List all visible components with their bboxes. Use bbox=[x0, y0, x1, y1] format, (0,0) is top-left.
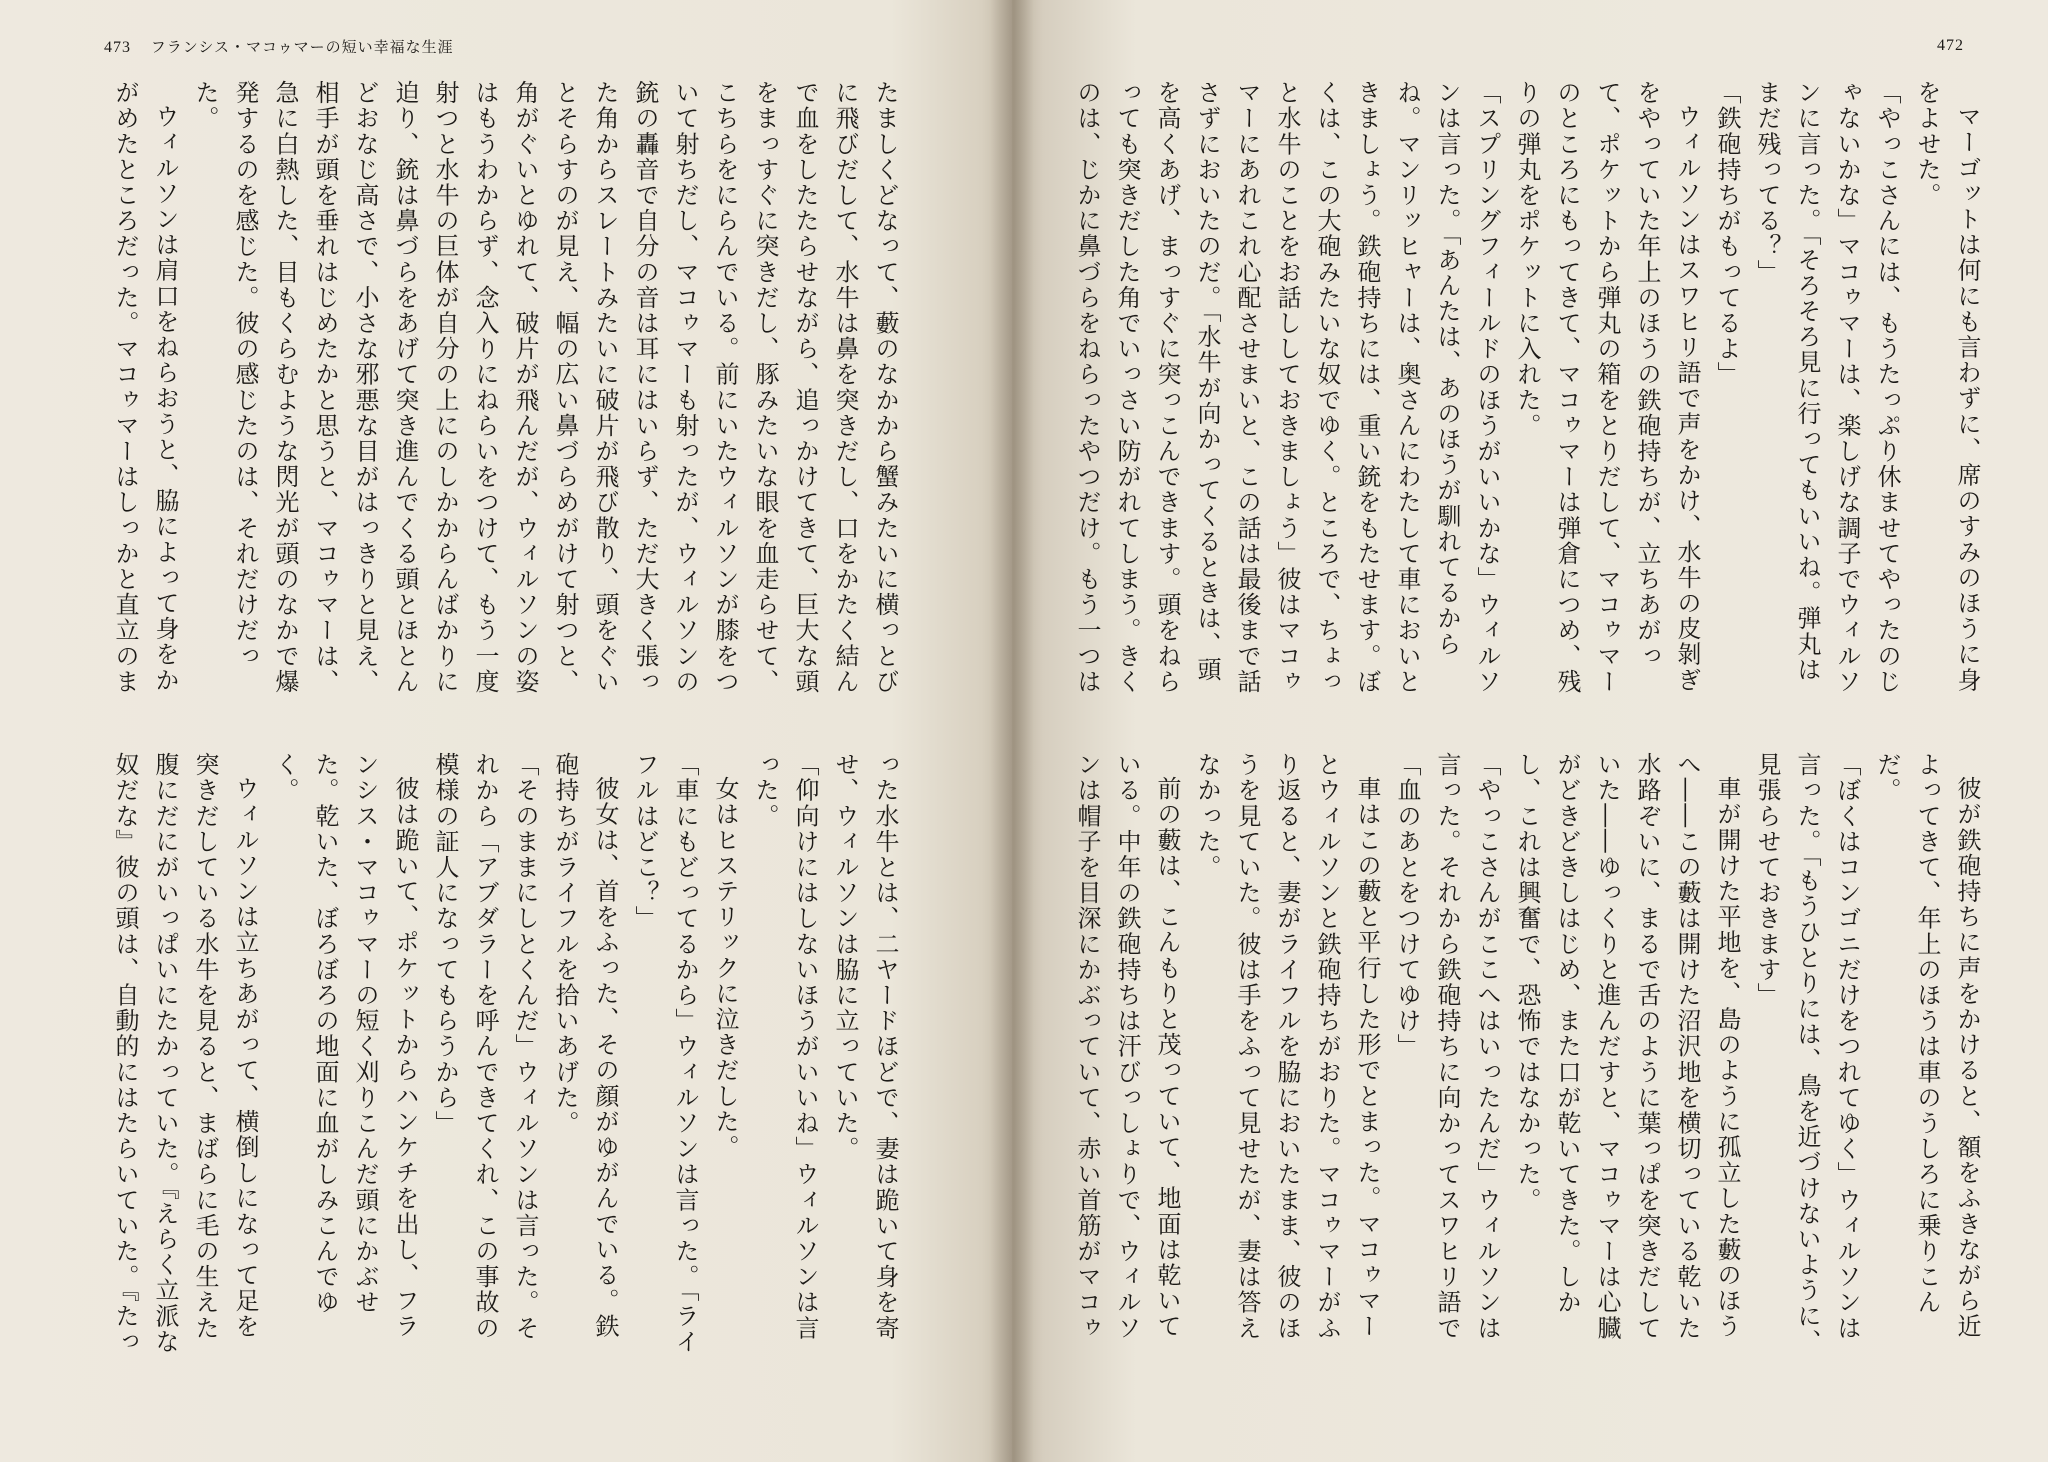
right-running-header bbox=[1937, 36, 1978, 55]
right-lower-text-block bbox=[1072, 752, 1987, 1362]
left-page-number: 473 bbox=[104, 39, 131, 56]
paragraph: 「ぼくはコンゴニだけをつれてゆく」ウィルソンは言った。「もうひとりには、鳥を近づけないように、見張らせておきます」 bbox=[1753, 752, 1861, 1355]
paragraph: 車が開けた平地を、島のように孤立した藪のほうへ――この藪は開けた沼沢地を横切っている乾いた水路ぞいに、まるで舌のように葉っぱを突きだしていた――ゆっくりと進んだすと、マコゥマーは心臓がどきどきしはじめ、また口が乾いてきた。しかし、これは興奮で、恐怖ではなかった。 bbox=[1513, 752, 1741, 1341]
paragraph: 彼女は、首をふった、その顔がゆがんでいる。鉄砲持ちがライフルを拾いあげた。 bbox=[551, 752, 619, 1340]
paragraph: 車はこの藪と平行した形でとまった。マコゥマーとウィルソンと鉄砲持ちがおりた。マコゥマーがふり返ると、妻がライフルを脇においたまま、彼のほうを見ていた。彼は手をふって見せたが、妻は答えなかった。 bbox=[1193, 752, 1381, 1341]
paragraph: 彼は跪いて、ポケットからハンケチを出し、フランシス・マコゥマーの短く刈りこんだ頭にかぶせた。乾いた、ぼろぼろの地面に血がしみこんでゆく。 bbox=[271, 752, 419, 1340]
paragraph: 「車にもどってるから」ウィルソンは言った。「ライフルはどこ？」 bbox=[631, 752, 699, 1355]
left-page bbox=[0, 0, 1012, 1462]
paragraph: 「そのままにしとくんだ」ウィルソンは言った。それから「アブダラーを呼んできてくれ、この事故の模様の証人になってもらうから」 bbox=[431, 752, 539, 1341]
right-upper-text-block bbox=[1072, 80, 1987, 700]
paragraph: ウィルソンは立ちあがって、横倒しになって足を突きだしている水牛を見ると、まばらに毛の生えた腹にだにがいっぱいにたかっていた。『えらく立派な奴だな』彼の頭は、自動的にはたらいていた。『たっ bbox=[111, 752, 259, 1355]
paragraph: 「やっこさんがここへはいったんだ」ウィルソンは言った。それから鉄砲持ちに向かってスワヒリ語で「血のあとをつけてゆけ」 bbox=[1393, 752, 1501, 1341]
paragraph: 彼が鉄砲持ちに声をかけると、額をふきながら近よってきて、年上のほうは車のうしろに乗りこんだ。 bbox=[1873, 752, 1981, 1340]
paragraph: 「鉄砲持ちがもってるよ」 bbox=[1713, 80, 1741, 388]
left-upper-text-block bbox=[100, 80, 905, 700]
paragraph: 「仰向けにはしないほうがいいね」ウィルソンは言った。 bbox=[751, 752, 819, 1341]
paragraph: マーゴットは何にも言わずに、席のすみのほうに身をよせた。 bbox=[1913, 80, 1981, 693]
left-running-header bbox=[104, 36, 454, 57]
paragraph: ウィルソンはスワヒリ語で声をかけ、水牛の皮剝ぎをやっていた年上のほうの鉄砲持ちが、立ちあがって、ポケットから弾丸の箱をとりだして、マコゥマーのところにもってきて、マコゥマーは弾倉につめ、残りの弾丸をポケットに入れた。 bbox=[1513, 80, 1701, 695]
running-title: フランシス・マコゥマーの短い幸福な生涯 bbox=[150, 38, 454, 56]
paragraph: 「スプリングフィールドのほうがいいかな」ウィルソンは言った。「あんたは、あのほうが馴れてるからね。マンリッヒャーは、奥さんにわたして車においときましょう。鉄砲持ちには、重い銃をもたせます。ぼくは、この大砲みたいな奴でゆく。ところで、ちょっと水牛のことをお話ししておきましょう」彼はマコゥマーにあれこれ心配させまいと、この話は最後まで話さずにおいたのだ。「水牛が向かってくるときは、頭を高くあげ、まっすぐに突っこんできます。頭をねらっても突きだした角でいっさい防がれてしまう。きくのは、じかに鼻づらをねらったやつだけ。もう一つは bbox=[1073, 80, 1501, 695]
right-page-number: 472 bbox=[1937, 37, 1964, 54]
paragraph: 女はヒステリックに泣きだした。 bbox=[711, 776, 739, 1160]
paragraph: 前の藪は、こんもりと茂っていて、地面は乾いている。中年の鉄砲持ちは汗びっしょりで、ウィルソンは帽子を目深にかぶっていて、赤い首筋がマコゥ bbox=[1073, 752, 1181, 1341]
right-page bbox=[1012, 0, 2048, 1462]
paragraph: った水牛とは、二ヤードほどで、妻は跪いて身を寄せ、ウィルソンは脇に立っていた。 bbox=[831, 752, 899, 1341]
paragraph: 「やっこさんには、もうたっぷり休ませてやったのじゃないかな」マコゥマーは、楽しげな調子でウィルソンに言った。「そろそろ見に行ってもいいね。弾丸はまだ残ってる？」 bbox=[1753, 80, 1901, 695]
paragraph: ウィルソンは肩口をねらおうと、脇によって身をかがめたところだった。マコゥマーはしっかと直立のま bbox=[111, 80, 179, 695]
paragraph: たましくどなって、藪のなかから蟹みたいに横っとびに飛びだして、水牛は鼻を突きだし、口をかたく結んで血をしたたらせながら、追っかけてきて、巨大な頭をまっすぐに突きだし、豚みたいな眼を血走らせて、こちらをにらんでいる。前にいたウィルソンが膝をついて射ちだし、マコゥマーも射ったが、ウィルソンの銃の轟音で自分の音は耳にはいらず、ただ大きく張った角からスレートみたいに破片が飛び散り、頭をぐいとそらすのが見え、幅の広い鼻づらめがけて射つと、角がぐいとゆれて、破片が飛んだが、ウィルソンの姿はもうわからず、念入りにねらいをつけて、もう一度射つと水牛の巨体が自分の上にのしかからんばかりに迫り、銃は鼻づらをあげて突き進んでくる頭とほとんどおなじ高さで、小さな邪悪な目がはっきりと見え、相手が頭を垂れはじめたかと思うと、マコゥマーは、急に白熱した、目もくらむような閃光が頭のなかで爆発するのを感じた。彼の感じたのは、それだけだった。 bbox=[191, 80, 899, 695]
left-lower-text-block bbox=[100, 752, 905, 1362]
